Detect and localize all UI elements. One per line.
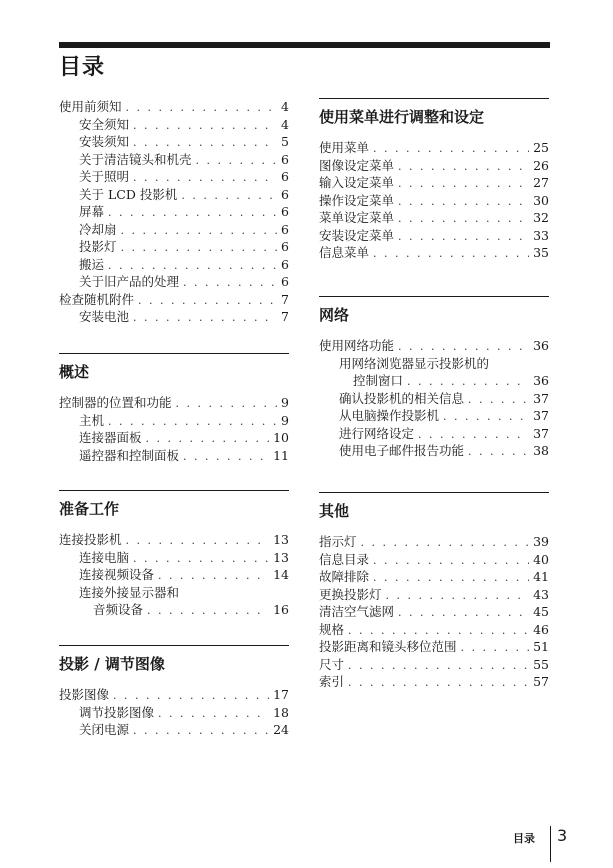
toc-entry[interactable] [319, 157, 549, 175]
toc-entry[interactable] [319, 656, 549, 674]
toc-entry-page: 36 [533, 338, 549, 353]
toc-entry[interactable] [319, 174, 549, 192]
page-title: 目录 [59, 55, 106, 80]
toc-entry-page: 57 [533, 674, 549, 689]
toc-entry-page: 9 [281, 412, 289, 428]
toc-entry-page: 33 [533, 227, 549, 243]
page-number: 3 [557, 826, 568, 845]
toc-entry-label: 规格 [319, 621, 345, 637]
leader-dots [196, 152, 278, 170]
toc-entry-page: 10 [273, 430, 289, 445]
leader-dots [126, 99, 278, 117]
toc-entry-page: 7 [281, 309, 289, 324]
leader-dots [181, 187, 277, 205]
toc-entry-label: 菜单设定菜单 [319, 210, 395, 225]
leader-dots [398, 228, 529, 246]
leader-dots [373, 552, 529, 570]
toc-entry[interactable] [59, 686, 289, 704]
menu-section [319, 98, 549, 262]
toc-entry-label: 投影图像 [59, 687, 110, 702]
toc-entry-page: 6 [281, 204, 289, 219]
toc-entry-label: 连接电脑 [79, 549, 130, 565]
toc-entry-label: 连接投影机 [59, 532, 122, 547]
toc-entry-page: 6 [281, 151, 289, 167]
toc-entry-label: 关闭电源 [79, 722, 130, 737]
toc-entry-label: 尺寸 [319, 656, 345, 672]
toc-entry-label: 检查随机附件 [59, 291, 135, 307]
toc-entry-label: 遥控器和控制面板 [79, 447, 180, 463]
leader-dots [183, 274, 277, 292]
leader-dots [133, 169, 277, 187]
leader-dots [407, 373, 529, 391]
toc-entry[interactable] [319, 568, 549, 586]
toc-entry-page: 6 [281, 274, 289, 289]
toc-entry[interactable] [319, 337, 549, 355]
section-rule [319, 296, 549, 297]
leader-dots [373, 569, 529, 587]
toc-entry-page: 13 [273, 532, 289, 547]
leader-dots [348, 622, 529, 640]
toc-entry-page: 40 [533, 551, 549, 567]
leader-dots [133, 134, 277, 152]
network-section [319, 296, 549, 460]
leader-dots [443, 408, 529, 426]
leader-dots [133, 309, 277, 327]
leader-dots [461, 639, 530, 657]
toc-entry-label: 音频设备 [93, 602, 144, 617]
section-heading: 准备工作 [59, 500, 120, 518]
leader-dots [386, 587, 530, 605]
toc-entry[interactable] [59, 394, 289, 412]
toc-entry-page: 11 [273, 447, 289, 463]
toc-entry[interactable] [319, 372, 549, 390]
toc-entry-page: 41 [533, 569, 549, 584]
toc-entry-label: 更换投影灯 [319, 586, 382, 602]
toc-entry[interactable] [59, 429, 289, 447]
section-rule [59, 353, 289, 354]
toc-entry[interactable] [319, 227, 549, 245]
toc-entry-page: 6 [281, 239, 289, 254]
toc-entry[interactable] [59, 133, 289, 151]
leader-dots [113, 687, 269, 705]
leader-dots [468, 443, 529, 461]
toc-entry-label: 安装电池 [79, 309, 130, 324]
leader-dots [108, 204, 277, 222]
toc-entry-page: 25 [533, 140, 549, 155]
leader-dots [183, 448, 269, 466]
toc-entry-label: 关于旧产品的处理 [79, 274, 180, 289]
toc-entry-page: 7 [281, 291, 289, 307]
toc-entry-label: 控制窗口 [353, 373, 404, 388]
toc-entry[interactable] [319, 621, 549, 639]
toc-entry-label: 故障排除 [319, 569, 370, 584]
leader-dots [398, 175, 529, 193]
other-section [319, 492, 549, 691]
leader-dots [373, 140, 529, 158]
toc-entry-page: 39 [533, 534, 549, 549]
leader-dots [158, 567, 269, 585]
toc-entry[interactable] [59, 704, 289, 722]
leader-dots [121, 222, 278, 240]
leader-dots [158, 705, 269, 723]
toc-entry-page: 35 [533, 245, 549, 260]
toc-entry[interactable] [319, 551, 549, 569]
leader-dots [121, 239, 278, 257]
toc-entry-page: 37 [533, 408, 549, 423]
toc-entry[interactable] [59, 291, 289, 309]
toc-entry[interactable] [319, 603, 549, 621]
toc-entry-label: 输入设定菜单 [319, 175, 395, 190]
section-rule [319, 98, 549, 99]
section-heading: 投影 / 调节图像 [59, 655, 165, 673]
toc-entry[interactable] [59, 203, 289, 221]
toc-entry-page: 27 [533, 175, 549, 190]
toc-entry[interactable] [319, 442, 549, 460]
toc-entry-page: 55 [533, 656, 549, 672]
toc-entry-page: 6 [281, 256, 289, 272]
leader-dots [133, 117, 277, 135]
leader-dots [146, 430, 270, 448]
toc-entry-page: 9 [281, 395, 289, 410]
toc-entry[interactable] [59, 531, 289, 549]
toc-entry[interactable] [319, 244, 549, 262]
toc-entry-label: 使用电子邮件报告功能 [339, 443, 465, 458]
section-rule [59, 645, 289, 646]
toc-entry[interactable] [59, 308, 289, 326]
toc-entry[interactable] [319, 139, 549, 157]
toc-entry[interactable] [59, 256, 289, 274]
toc-entry-label: 关于清洁镜头和机壳 [79, 151, 192, 167]
toc-entry[interactable] [59, 601, 289, 619]
leader-dots [398, 338, 529, 356]
toc-entry-page: 5 [281, 134, 289, 149]
toc-entry-label: 从电脑操作投影机 [339, 408, 440, 423]
leader-dots [147, 602, 269, 620]
toc-entry-label: 关于 LCD 投影机 [79, 186, 178, 202]
leader-dots [348, 657, 529, 675]
footer-label: 目录 [513, 832, 535, 845]
toc-entry[interactable] [59, 151, 289, 169]
toc-entry-page: 6 [281, 169, 289, 184]
section-heading: 网络 [319, 306, 350, 324]
toc-entry-page: 36 [533, 373, 549, 388]
toc-entry-label: 进行网络设定 [339, 425, 415, 441]
toc-entry-page: 37 [533, 390, 549, 406]
leader-dots [176, 395, 278, 413]
overview-section [59, 353, 289, 464]
toc-entry[interactable] [59, 566, 289, 584]
toc-entry-label: 主机 [79, 412, 105, 428]
toc-entry-label: 清洁空气滤网 [319, 604, 395, 619]
footer-divider [550, 826, 551, 862]
toc-entry[interactable] [59, 221, 289, 239]
left-column [59, 98, 289, 326]
section-rule [319, 492, 549, 493]
toc-entry-label: 使用网络功能 [319, 338, 395, 353]
toc-entry[interactable] [319, 586, 549, 604]
leader-dots [348, 674, 529, 692]
leader-dots [108, 257, 277, 275]
toc-entry-label: 冷却扇 [79, 221, 117, 237]
leader-dots [138, 292, 277, 310]
toc-entry-page: 51 [533, 639, 549, 654]
projection-section [59, 645, 289, 739]
toc-entry[interactable] [319, 425, 549, 443]
toc-entry[interactable] [59, 721, 289, 739]
section-heading: 使用菜单进行调整和设定 [319, 108, 485, 126]
toc-entry-label: 信息目录 [319, 551, 370, 567]
toc-entry-page: 26 [533, 157, 549, 173]
toc-entry-label: 控制器的位置和功能 [59, 395, 172, 410]
toc-entry-line1[interactable]: 用网络浏览器显示投影机的 [339, 355, 490, 371]
toc-entry-label: 安全须知 [79, 116, 130, 132]
leader-dots [133, 550, 269, 568]
toc-entry-label: 关于照明 [79, 169, 130, 184]
toc-entry-page: 45 [533, 604, 549, 619]
leader-dots [398, 158, 529, 176]
toc-entry-page: 6 [281, 221, 289, 237]
toc-entry-page: 17 [273, 687, 289, 702]
toc-entry[interactable] [319, 209, 549, 227]
toc-entry-page: 6 [281, 186, 289, 202]
toc-entry[interactable] [59, 412, 289, 430]
leader-dots [126, 532, 270, 550]
leader-dots [373, 245, 529, 263]
section-heading: 其他 [319, 502, 350, 520]
toc-entry-label: 指示灯 [319, 534, 357, 549]
toc-entry-page: 14 [273, 567, 289, 582]
toc-entry-page: 4 [281, 99, 289, 114]
intro-section [59, 98, 289, 326]
leader-dots [468, 391, 529, 409]
toc-entry[interactable] [59, 273, 289, 291]
toc-entry-label: 安装须知 [79, 134, 130, 149]
toc-entry-label: 信息菜单 [319, 245, 370, 260]
toc-entry-page: 16 [273, 602, 289, 617]
toc-entry[interactable] [319, 407, 549, 425]
toc-entry-label: 索引 [319, 674, 345, 689]
toc-entry[interactable] [319, 673, 549, 691]
toc-entry[interactable] [319, 533, 549, 551]
toc-entry-label: 连接器面板 [79, 430, 142, 445]
top-rule [59, 42, 550, 48]
toc-entry-label: 使用前须知 [59, 99, 122, 114]
toc-entry-page: 4 [281, 116, 289, 132]
section-heading: 概述 [59, 363, 90, 381]
toc-entry-label: 操作设定菜单 [319, 192, 395, 208]
toc-entry-label: 屏幕 [79, 204, 105, 219]
toc-entry[interactable] [319, 390, 549, 408]
leader-dots [108, 413, 277, 431]
toc-entry-page: 43 [533, 586, 549, 602]
leader-dots [398, 193, 529, 211]
toc-entry[interactable] [59, 238, 289, 256]
leader-dots [398, 604, 529, 622]
toc-entry-label: 连接视频设备 [79, 567, 155, 582]
toc-entry[interactable] [319, 192, 549, 210]
toc-entry[interactable] [59, 549, 289, 567]
toc-entry-label: 调节投影图像 [79, 704, 155, 720]
prep-section [59, 490, 289, 619]
toc-entry-page: 13 [273, 549, 289, 565]
toc-entry-page: 30 [533, 192, 549, 208]
toc-entry[interactable] [319, 638, 549, 656]
leader-dots [398, 210, 529, 228]
toc-entry-label: 使用菜单 [319, 140, 370, 155]
toc-entry-page: 32 [533, 210, 549, 225]
toc-entry-page: 18 [273, 704, 289, 720]
toc-entry[interactable] [59, 98, 289, 116]
toc-entry-label: 图像设定菜单 [319, 157, 395, 173]
toc-entry[interactable] [59, 168, 289, 186]
toc-entry-line1[interactable]: 连接外接显示器和 [79, 584, 180, 600]
toc-entry-label: 投影距离和镜头移位范围 [319, 639, 457, 654]
toc-entry-page: 24 [273, 722, 289, 737]
toc-entry[interactable] [59, 116, 289, 134]
section-rule [59, 490, 289, 491]
toc-entry-page: 37 [533, 425, 549, 441]
toc-entry[interactable] [59, 447, 289, 465]
leader-dots [133, 722, 269, 740]
toc-entry-label: 确认投影机的相关信息 [339, 390, 465, 406]
toc-entry-page: 46 [533, 621, 549, 637]
leader-dots [361, 534, 530, 552]
toc-entry-label: 搬运 [79, 256, 105, 272]
toc-entry-label: 投影灯 [79, 239, 117, 254]
toc-entry[interactable] [59, 186, 289, 204]
leader-dots [418, 426, 529, 444]
toc-entry-page: 38 [533, 443, 549, 458]
toc-entry-label: 安装设定菜单 [319, 227, 395, 243]
